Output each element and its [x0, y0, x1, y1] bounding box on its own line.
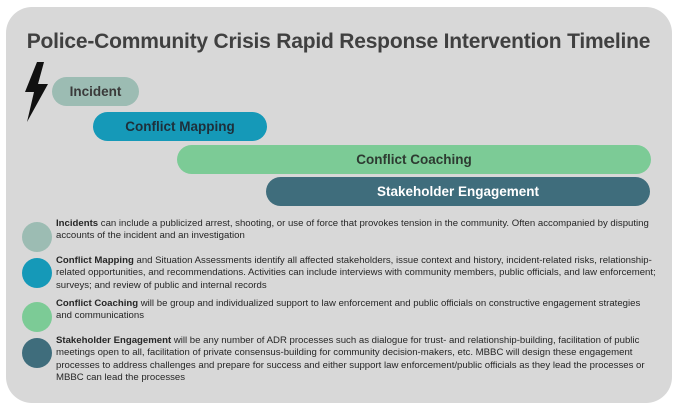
timeline-bar-stakeholder-engagement [266, 177, 650, 206]
legend-description [56, 298, 656, 323]
diagram-title: Police-Community Crisis Rapid Response Intervention Timeline [26, 30, 651, 53]
legend-description [56, 335, 656, 385]
legend-term: Conflict Mapping [56, 255, 134, 266]
legend-text: will be group and individualized support to law enforcement and public officials on constructive engagement strategies and communications [56, 298, 641, 322]
legend-term: Stakeholder Engagement [56, 335, 172, 346]
timeline-bar-label: Stakeholder Engagement [376, 184, 540, 199]
legend-text: will be any number of ADR processes such as dialogue for trust- and relationship-building, facilitation of public meetings open to all, facilitation of private consensus-building for community decision-makers, etc. MBBC will design these engagement processes to address challenges and prepare for success and either support law enforcement/public officials as they lead the processes or MBBC can lead the processes [56, 335, 645, 384]
lightning-bolt-icon [22, 62, 50, 122]
legend-text: and Situation Assessments identify all affected stakeholders, issue context and history, incident-related risks, relationship-related opportunities, and recommendations. Activities can include interviews with community members, public officials, and law enforcement; surveys; and review of public and internal records [56, 255, 656, 291]
legend-term: Incidents [56, 218, 99, 229]
legend-dot [22, 338, 52, 368]
legend-description [56, 255, 656, 292]
legend-text: can include a publicized arrest, shooting, or use of force that provokes tension in the community. Often accompanied by disputing accounts of the incident and an investigation [56, 218, 649, 242]
timeline-bar-conflict-mapping [93, 112, 267, 141]
timeline-bar-label: Conflict Coaching [356, 152, 472, 167]
timeline-bar-label: Incident [69, 84, 122, 99]
legend-dot [22, 222, 52, 252]
timeline-bar-conflict-coaching [177, 145, 651, 174]
timeline-bar-label: Conflict Mapping [125, 119, 235, 134]
legend-dot [22, 258, 52, 288]
legend-dot [22, 302, 52, 332]
legend-description [56, 218, 656, 243]
legend-term: Conflict Coaching [56, 298, 139, 309]
timeline-bar-incident [52, 77, 139, 106]
